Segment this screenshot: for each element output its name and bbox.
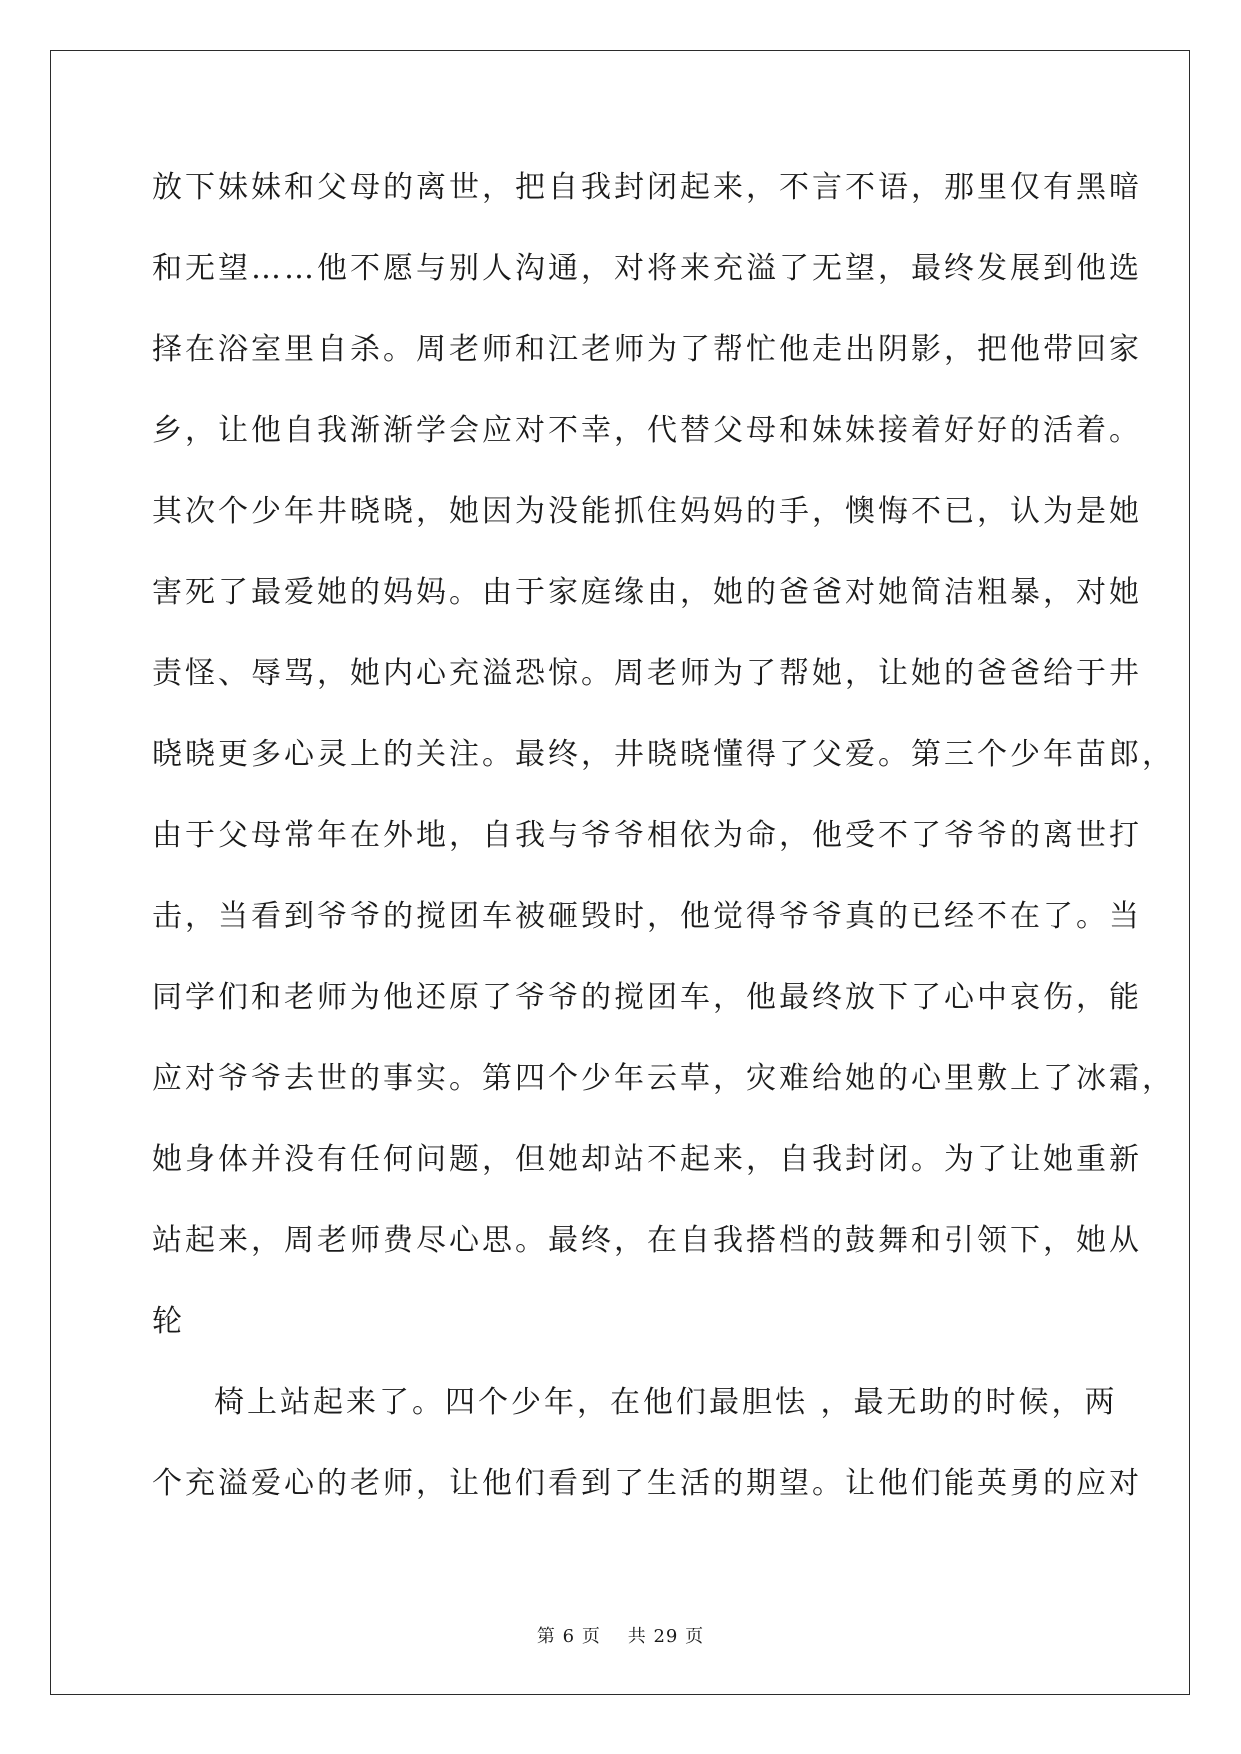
text-line: 责怪、辱骂，她内心充溢恐惊。周老师为了帮她，让她的爸爸给于井 (152, 656, 1142, 691)
text-line: 择在浴室里自杀。周老师和江老师为了帮忙他走出阴影，把他带回家 (152, 332, 1142, 367)
text-line: 击，当看到爷爷的搅团车被砸毁时，他觉得爷爷真的已经不在了。当 (152, 899, 1142, 934)
text-line: 放下妹妹和父母的离世，把自我封闭起来，不言不语，那里仅有黑暗 (152, 170, 1142, 205)
page-total: 共 29 页 (627, 1626, 705, 1647)
text-line: 轮 (152, 1304, 185, 1339)
text-line: 由于父母常年在外地，自我与爷爷相依为命，他受不了爷爷的离世打 (152, 818, 1142, 853)
text-line: 她身体并没有任何问题，但她却站不起来，自我封闭。为了让她重新 (152, 1142, 1142, 1177)
text-line: 个充溢爱心的老师，让他们看到了生活的期望。让他们能英勇的应对 (152, 1466, 1142, 1501)
text-line: 乡，让他自我渐渐学会应对不幸，代替父母和妹妹接着好好的活着。 (152, 413, 1142, 448)
document-body (152, 164, 1175, 1541)
text-line: 和无望……他不愿与别人沟通，对将来充溢了无望，最终发展到他选 (152, 251, 1142, 286)
text-line: 应对爷爷去世的事实。第四个少年云草，灾难给她的心里敷上了冰霜， (152, 1061, 1175, 1096)
text-line: 其次个少年井晓晓，她因为没能抓住妈妈的手，懊悔不已，认为是她 (152, 494, 1142, 529)
page-number: 第 6 页 (536, 1626, 601, 1647)
text-line: 站起来，周老师费尽心思。最终，在自我搭档的鼓舞和引领下，她从 (152, 1223, 1142, 1258)
text-line: 同学们和老师为他还原了爷爷的搅团车，他最终放下了心中哀伤，能 (152, 980, 1142, 1015)
text-line-indented: 椅上站起来了。四个少年，在他们最胆怯 ，最无助的时候，两 (214, 1385, 1118, 1420)
page-footer (0, 1622, 1241, 1648)
text-line: 害死了最爱她的妈妈。由于家庭缘由，她的爸爸对她简洁粗暴，对她 (152, 575, 1142, 610)
text-line: 晓晓更多心灵上的关注。最终，井晓晓懂得了父爱。第三个少年苗郎， (152, 737, 1175, 772)
